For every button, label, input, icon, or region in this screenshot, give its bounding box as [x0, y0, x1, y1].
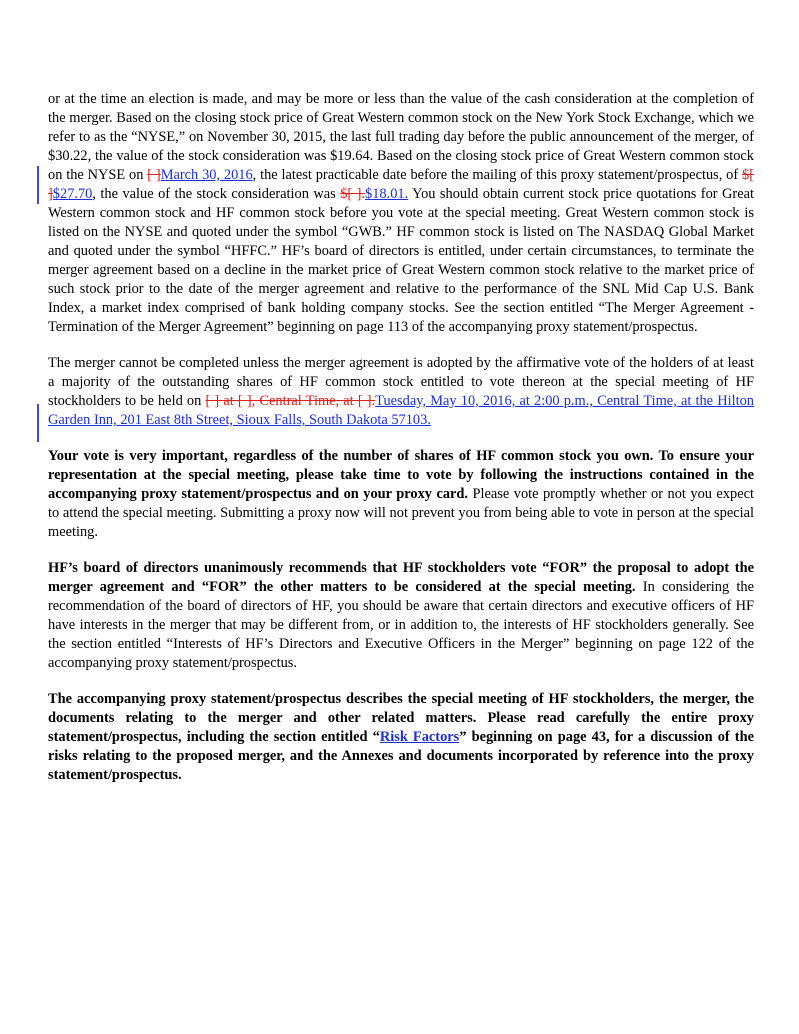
text: You should obtain current stock price quotations for Great Western common stock and HF common stock before you vote at the special meeting. Great Western common stock is listed on the NYSE and quoted under the symbol “GWB.” HF common stock is listed on The NASDAQ Global Market and quoted under the symbol “HFFC.” HF’s board of directors is entitled, under certain circumstances, to terminate the merger agreement based on a decline in the market price of Great Western common stock relative to the market price of such stock prior to the date of the merger agreement and relative to the performance of the SNL Mid Cap U.S. Bank Index, a market index comprised of bank holding company stocks. See the section entitled “The Merger Agreement - Termination of the Merger Agreement” beginning on page 113 of the accompanying proxy statement/prospectus. — [48, 186, 754, 335]
inserted-text: March 30, 2016 — [160, 167, 253, 183]
text: The merger cannot be completed unless the merger agreement is adopted by the affirmative vote of the holders of at least a majority of the outstanding shares of HF common stock entitled to vote thereon at the special meeting of HF stockholders to be held on — [48, 355, 754, 409]
deleted-text: [ ] — [147, 167, 161, 183]
bold-text: HF’s board of directors unanimously recommends that HF stockholders vote “FOR” the proposal to adopt the merger agreement and “FOR” the other matters to be considered at the special meeting. — [48, 560, 754, 595]
text: , the latest practicable date before the mailing of this proxy statement/prospectus, of — [252, 167, 742, 183]
risk-factors-link[interactable]: Risk Factors — [379, 729, 460, 745]
change-bar — [37, 404, 39, 442]
text: , the value of the stock consideration was — [92, 186, 341, 202]
deleted-text: $[ ] — [48, 167, 754, 202]
text: ” beginning on page 43, for a discussion of the risks relating to the proposed merger, and the Annexes and documents incorporated by reference into the proxy statement/prospectus. — [48, 729, 754, 783]
bold-text: Your vote is very important, regardless of the number of shares of HF common stock you own. To ensure your representation at the special meeting, please take time to vote by following the instructions contained in the accompanying proxy statement/prospectus and on your proxy card. — [48, 448, 754, 502]
change-bar — [37, 166, 39, 204]
text: or at the time an election is made, and may be more or less than the value of the cash consideration at the completion of the merger. Based on the closing stock price of Great Western common stock on the New York Stock Exchange, which we refer to as the “NYSE,” on November 30, 2015, the last full trading day before the public announcement of the merger, of $30.22, the value of the stock consideration was $19.64. Based on the closing stock price of Great Western common stock on the NYSE on — [48, 91, 754, 183]
deleted-text: [ ] at [ ], Central Time, at [ ]. — [205, 393, 376, 409]
text: The accompanying proxy statement/prospectus describes the special meeting of HF stockholders, the merger, the documents relating to the merger and other related matters. Please read carefully the entire proxy statement/prospectus, including the section entitled “ — [48, 691, 754, 745]
document-page — [48, 90, 754, 802]
inserted-text: $27.70 — [52, 186, 93, 202]
text: Please vote promptly whether or not you expect to attend the special meeting. Submitting a proxy now will not prevent you from being able to vote in person at the special meeting. — [48, 486, 754, 540]
paragraph-vote-requirement — [48, 354, 754, 430]
paragraph-stock-price — [48, 90, 754, 337]
text: In considering the recommendation of the board of directors of HF, you should be aware that certain directors and executive officers of HF have interests in the merger that may be different from, or in addition to, the interests of HF stockholders generally. See the section entitled “Interests of HF’s Directors and Executive Officers in the Merger” beginning on page 122 of the accompanying proxy statement/prospectus. — [48, 579, 754, 671]
paragraph-your-vote — [48, 447, 754, 542]
inserted-text: $18.01. — [365, 186, 409, 202]
inserted-text: Tuesday, May 10, 2016, at 2:00 p.m., Central Time, at the Hilton Garden Inn, 201 East 8th Street, Sioux Falls, South Dakota 57103. — [48, 393, 755, 428]
paragraph-board-recommendation — [48, 559, 754, 673]
deleted-text: $[ ]. — [340, 186, 366, 202]
paragraph-proxy-statement — [48, 690, 754, 785]
